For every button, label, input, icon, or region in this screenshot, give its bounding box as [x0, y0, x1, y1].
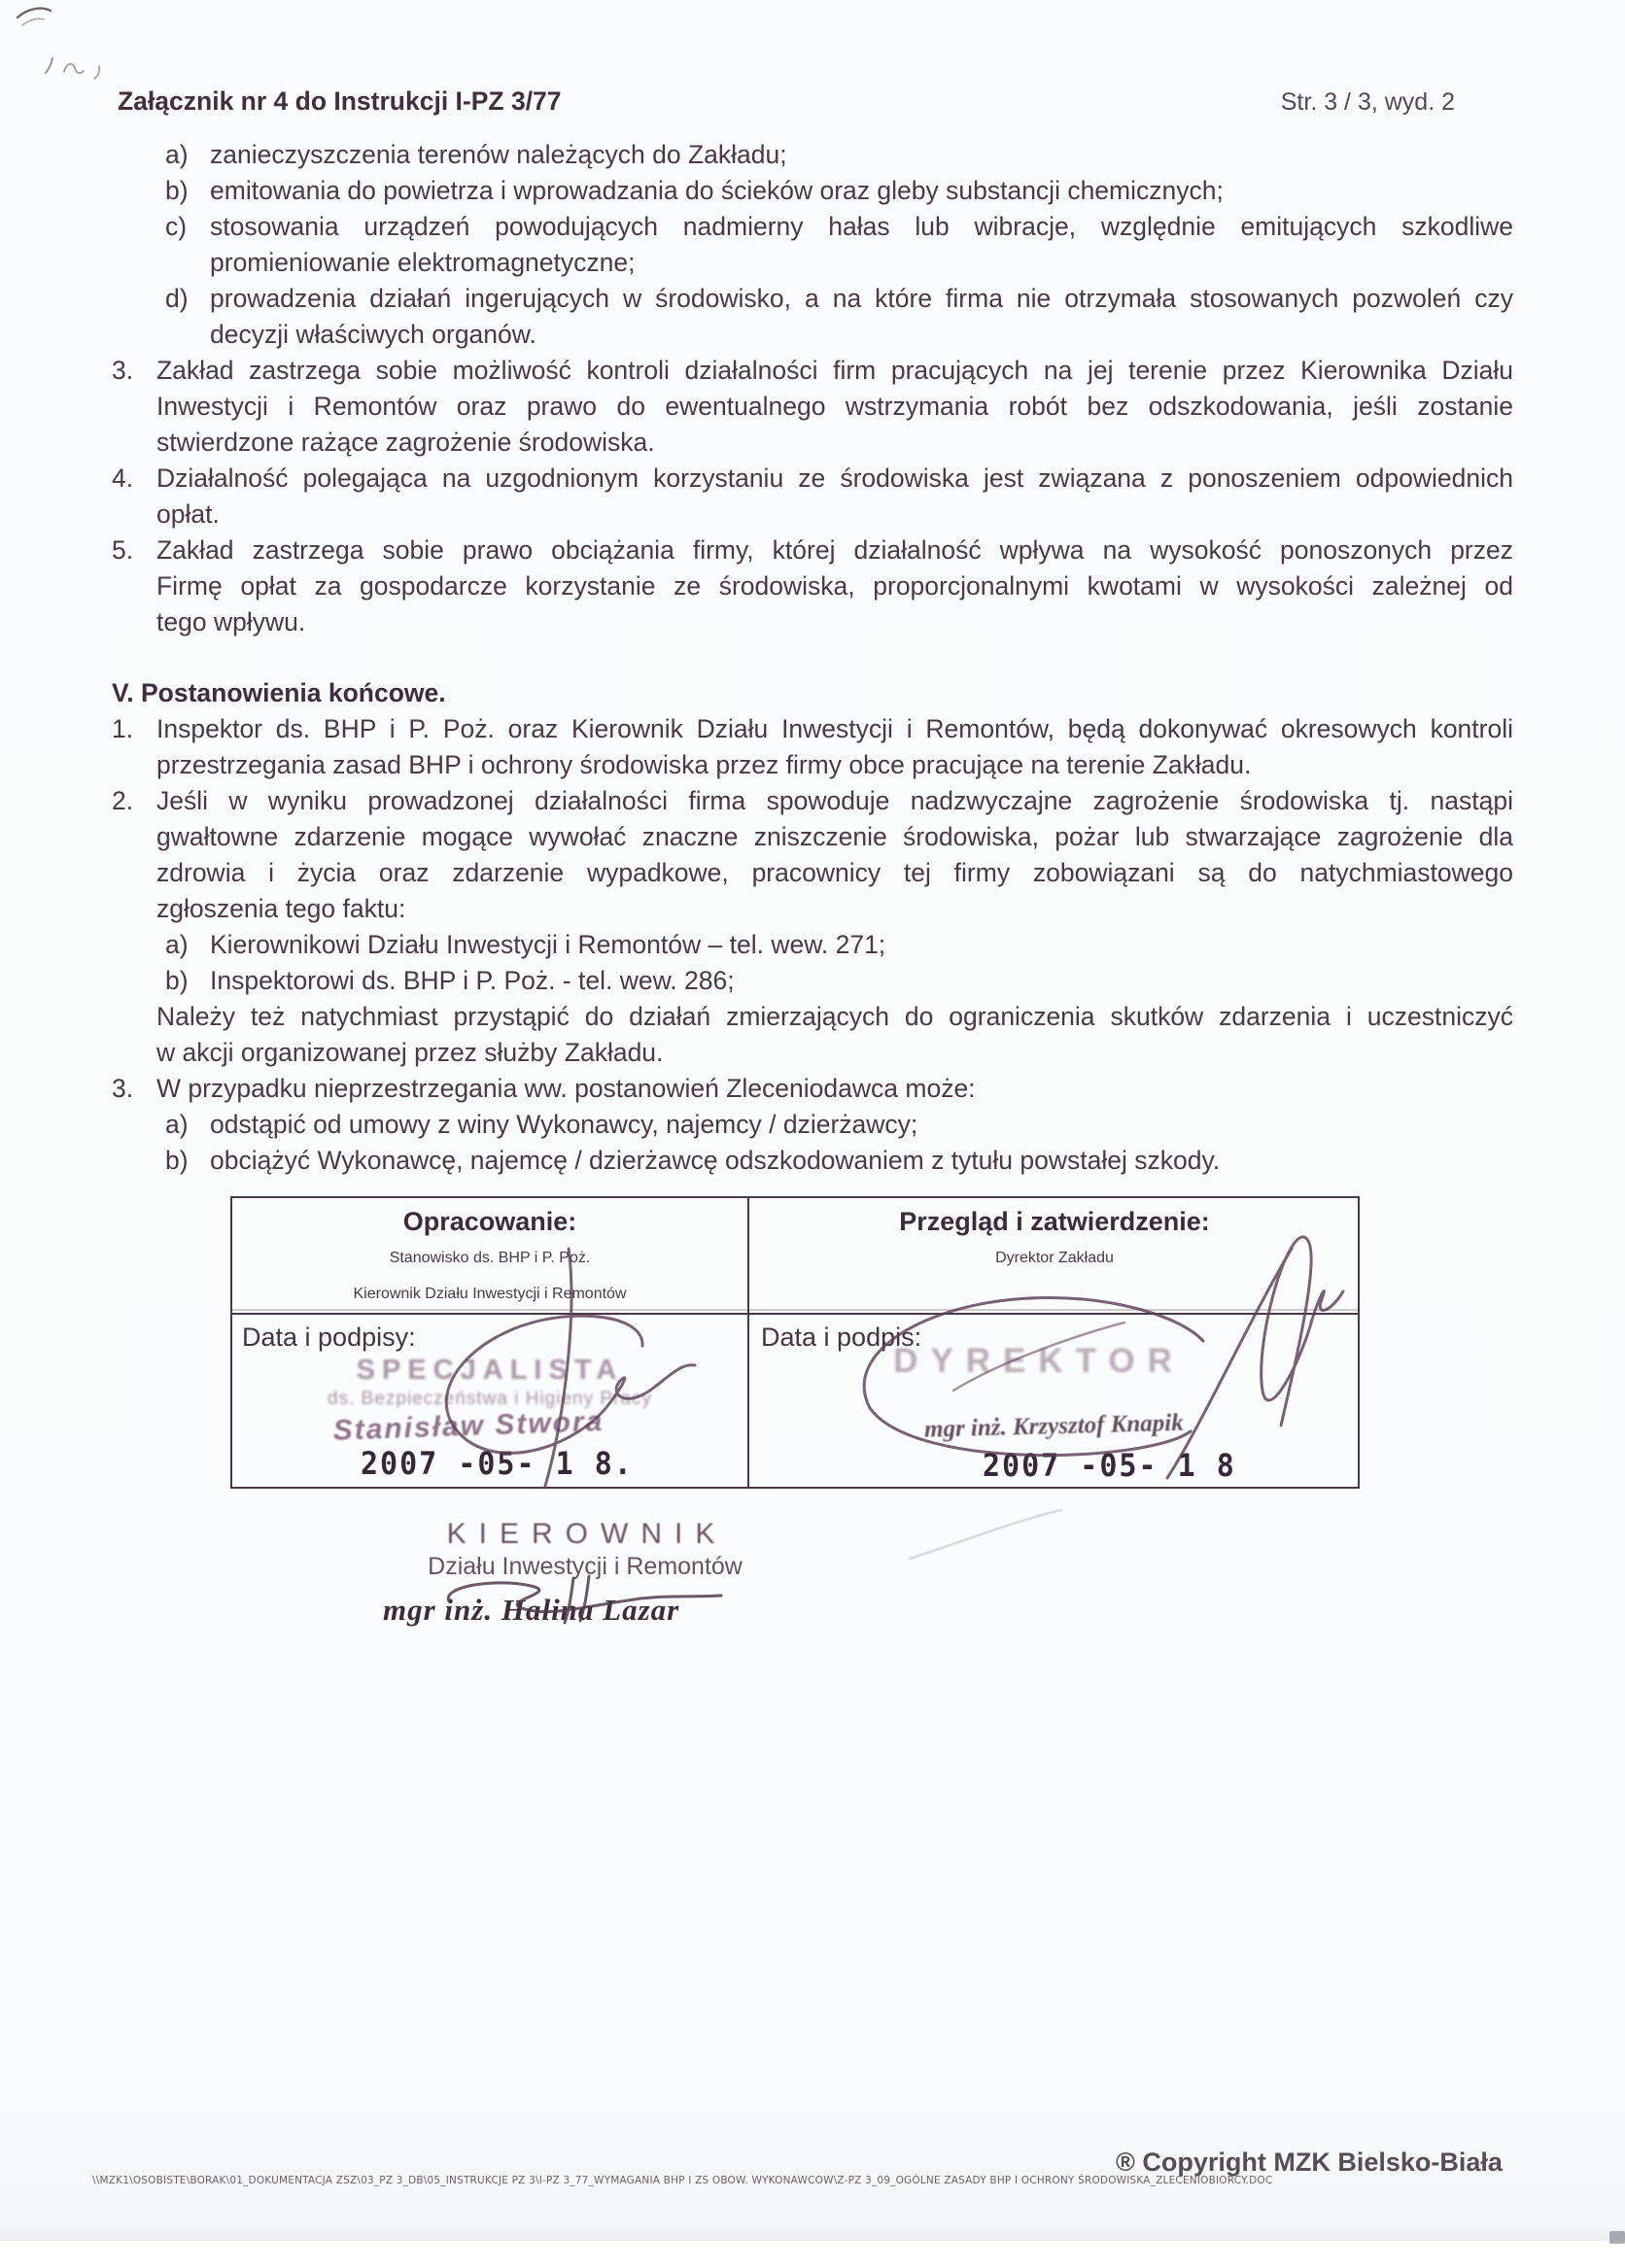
specialist-stamp: SPECJALISTA ds. Bezpieczeństwa i Higieny Pracy: [328, 1355, 652, 1409]
manager-signature: [428, 1568, 748, 1629]
page-header: [112, 84, 1513, 120]
date-signatures-label: Data i podpisy:: [242, 1323, 416, 1352]
director-name: mgr inż. Krzysztof Knapik: [923, 1409, 1185, 1443]
line: Zakład zastrzega sobie prawo obciążania firmy, której działalność wpływa na wysokość ponoszonych przez: [156, 535, 1513, 565]
list-marker: a): [165, 930, 189, 959]
header-line: Dyrektor Zakładu: [995, 1250, 1114, 1266]
line: gwałtowne zdarzenie mogące wywołać znaczne zniszczenie środowiska, pożar lub stwarzające zagrożenie dla: [156, 822, 1513, 851]
line: Działalność polegająca na uzgodnionym korzystaniu ze środowiska jest związana z ponoszeniem odpowiednich: [156, 464, 1513, 493]
line: promieniowanie elektromagnetyczne;: [210, 248, 636, 277]
item-number: 2.: [112, 786, 134, 815]
line: Jeśli w wyniku prowadzonej działalności firma spowoduje nadzwyczajne zagrożenie środowiska tj. nastąpi: [156, 786, 1513, 815]
sub-item-v2a: [165, 927, 1513, 963]
numbered-item-v1: [112, 711, 1513, 783]
numbered-item-4: [112, 461, 1513, 533]
line: Inspektorowi ds. BHP i P. Poż. - tel. wew. 286;: [210, 966, 735, 995]
director-stamp: DYREKTOR: [893, 1342, 1185, 1380]
line: Należy też natychmiast przystąpić do działań zmierzających do ograniczenia skutków zdarzenia i uczestniczyć: [156, 1002, 1513, 1031]
manager-stamp-subtitle: Działu Inwestycji i Remontów: [428, 1553, 743, 1580]
line: obciążyć Wykonawcę, najemcę / dzierżawcę odszkodowaniem z tytułu powstałej szkody.: [210, 1146, 1221, 1175]
list-marker: b): [165, 176, 189, 205]
line: Kierownikowi Działu Inwestycji i Remontów – tel. wew. 271;: [210, 930, 886, 959]
line: Firmę opłat za gospodarcze korzystanie ze środowiska, proporcjonalnymi kwotami w wysokości zależnej od: [156, 571, 1513, 601]
date-stamp-left: 2007 -05- 1 8.: [361, 1445, 634, 1483]
line: zanieczyszczenia terenów należących do Zakładu;: [210, 140, 787, 169]
date-signature-label: Data i podpis:: [761, 1323, 922, 1352]
line: w akcji organizowanej przez służby Zakładu.: [156, 1038, 664, 1067]
item-number: 3.: [112, 356, 134, 385]
item-number: 5.: [112, 535, 134, 565]
document-body: [112, 84, 1513, 1179]
list-marker: b): [165, 1146, 189, 1175]
line: tego wpływu.: [156, 607, 306, 636]
table-row-border: [232, 1313, 1358, 1315]
line: decyzji właściwych organów.: [210, 320, 536, 349]
line: W przypadku nieprzestrzegania ww. postanowień Zleceniodawca może:: [156, 1074, 976, 1103]
scan-edge-artifact: [1609, 2231, 1625, 2244]
file-path: \\MZK1\OSOBISTE\BORAK\01_DOKUMENTACJA ZSZ\03_PZ 3_DB\05_INSTRUKCJE PZ 3\I-PZ 3_77_WYMAGANIA BHP I ZS OBOW. WYKONAWCOW\Z-PZ 3_09_OGÓLNE ZASADY BHP I OCHRONY ŚRODOWISKA_ZLECENIOBIORCY.DOC: [92, 2175, 1273, 2186]
list-marker: a): [165, 1110, 189, 1139]
list-item-b: [165, 173, 1513, 209]
manager-stamp-block: [381, 1518, 789, 1628]
item-number: 1.: [112, 714, 134, 743]
numbered-item-3: [112, 353, 1513, 461]
line: prowadzenia działań ingerujących w środowisko, a na które firma nie otrzymała stosowanych pozwoleń czy: [210, 284, 1513, 313]
line: zgłoszenia tego faktu:: [156, 894, 406, 923]
copyright-text: ® Copyright MZK Bielsko-Biała: [1116, 2148, 1503, 2177]
list-item-a: [165, 137, 1513, 173]
table-header-left: [232, 1204, 747, 1312]
note-paragraph: [156, 999, 1513, 1071]
header-line: Kierownik Działu Inwestycji i Remontów: [353, 1286, 627, 1302]
line: odstąpić od umowy z winy Wykonawcy, najemcy / dzierżawcy;: [210, 1110, 918, 1139]
section-heading: V. Postanowienia końcowe.: [112, 678, 446, 707]
line: stwierdzone rażące zagrożenie środowiska.: [156, 428, 655, 457]
sub-item-v3a: [165, 1107, 1513, 1143]
manager-stamp-title: KIEROWNIK: [446, 1518, 728, 1550]
page-number: Str. 3 / 3, wyd. 2: [1280, 88, 1455, 116]
sub-item-v3b: [165, 1143, 1513, 1179]
line: Inspektor ds. BHP i P. Poż. oraz Kierownik Działu Inwestycji i Remontów, będą dokonywać okresowych kontroli: [156, 714, 1513, 743]
line: zdrowia i życia oraz zdarzenie wypadkowe, pracownicy tej firmy zobowiązani są do natychmiastowego: [156, 858, 1513, 887]
attachment-title: Załącznik nr 4 do Instrukcji I-PZ 3/77: [118, 86, 562, 116]
numbered-item-v3: [112, 1071, 1513, 1107]
approval-table: [230, 1196, 1360, 1489]
pen-scribble-marks: [6, 2, 122, 89]
manager-name: mgr inż. Halina Lazar: [383, 1593, 680, 1627]
header-title: Przegląd i zatwierdzenie:: [899, 1207, 1210, 1236]
pencil-mark: [904, 1504, 1069, 1563]
list-item-d: [165, 281, 1513, 353]
line: Inwestycji i Remontów oraz prawo do ewentualnego wstrzymania robót bez odszkodowania, jeśli zostanie: [156, 392, 1513, 421]
list-marker: b): [165, 966, 189, 995]
item-number: 4.: [112, 464, 134, 493]
numbered-item-v2: [112, 783, 1513, 927]
item-number: 3.: [112, 1074, 134, 1103]
list-item-c: [165, 209, 1513, 281]
table-header-right: [749, 1204, 1360, 1276]
line: przestrzegania zasad BHP i ochrony środowiska przez firmy obce pracujące na terenie Zakładu.: [156, 750, 1252, 779]
header-title: Opracowanie:: [402, 1207, 577, 1236]
line: opłat.: [156, 499, 220, 529]
name-stamp: Stanisław Stwora: [332, 1405, 605, 1447]
date-stamp-right: 2007 -05- 1 8: [983, 1447, 1236, 1485]
line: emitowania do powietrza i wprowadzania do ścieków oraz gleby substancji chemicznych;: [210, 176, 1224, 205]
list-marker: d): [165, 284, 189, 313]
header-line: Stanowisko ds. BHP i P. Poż.: [389, 1250, 591, 1266]
list-marker: a): [165, 140, 189, 169]
line: stosowania urządzeń powodujących nadmierny hałas lub wibracje, względnie emitujących szkodliwe: [210, 212, 1513, 241]
sub-item-v2b: [165, 963, 1513, 999]
list-marker: c): [165, 212, 188, 241]
line: Zakład zastrzega sobie możliwość kontroli działalności firm pracujących na jej terenie przez Kierownika Działu: [156, 356, 1513, 385]
numbered-item-5: [112, 533, 1513, 640]
